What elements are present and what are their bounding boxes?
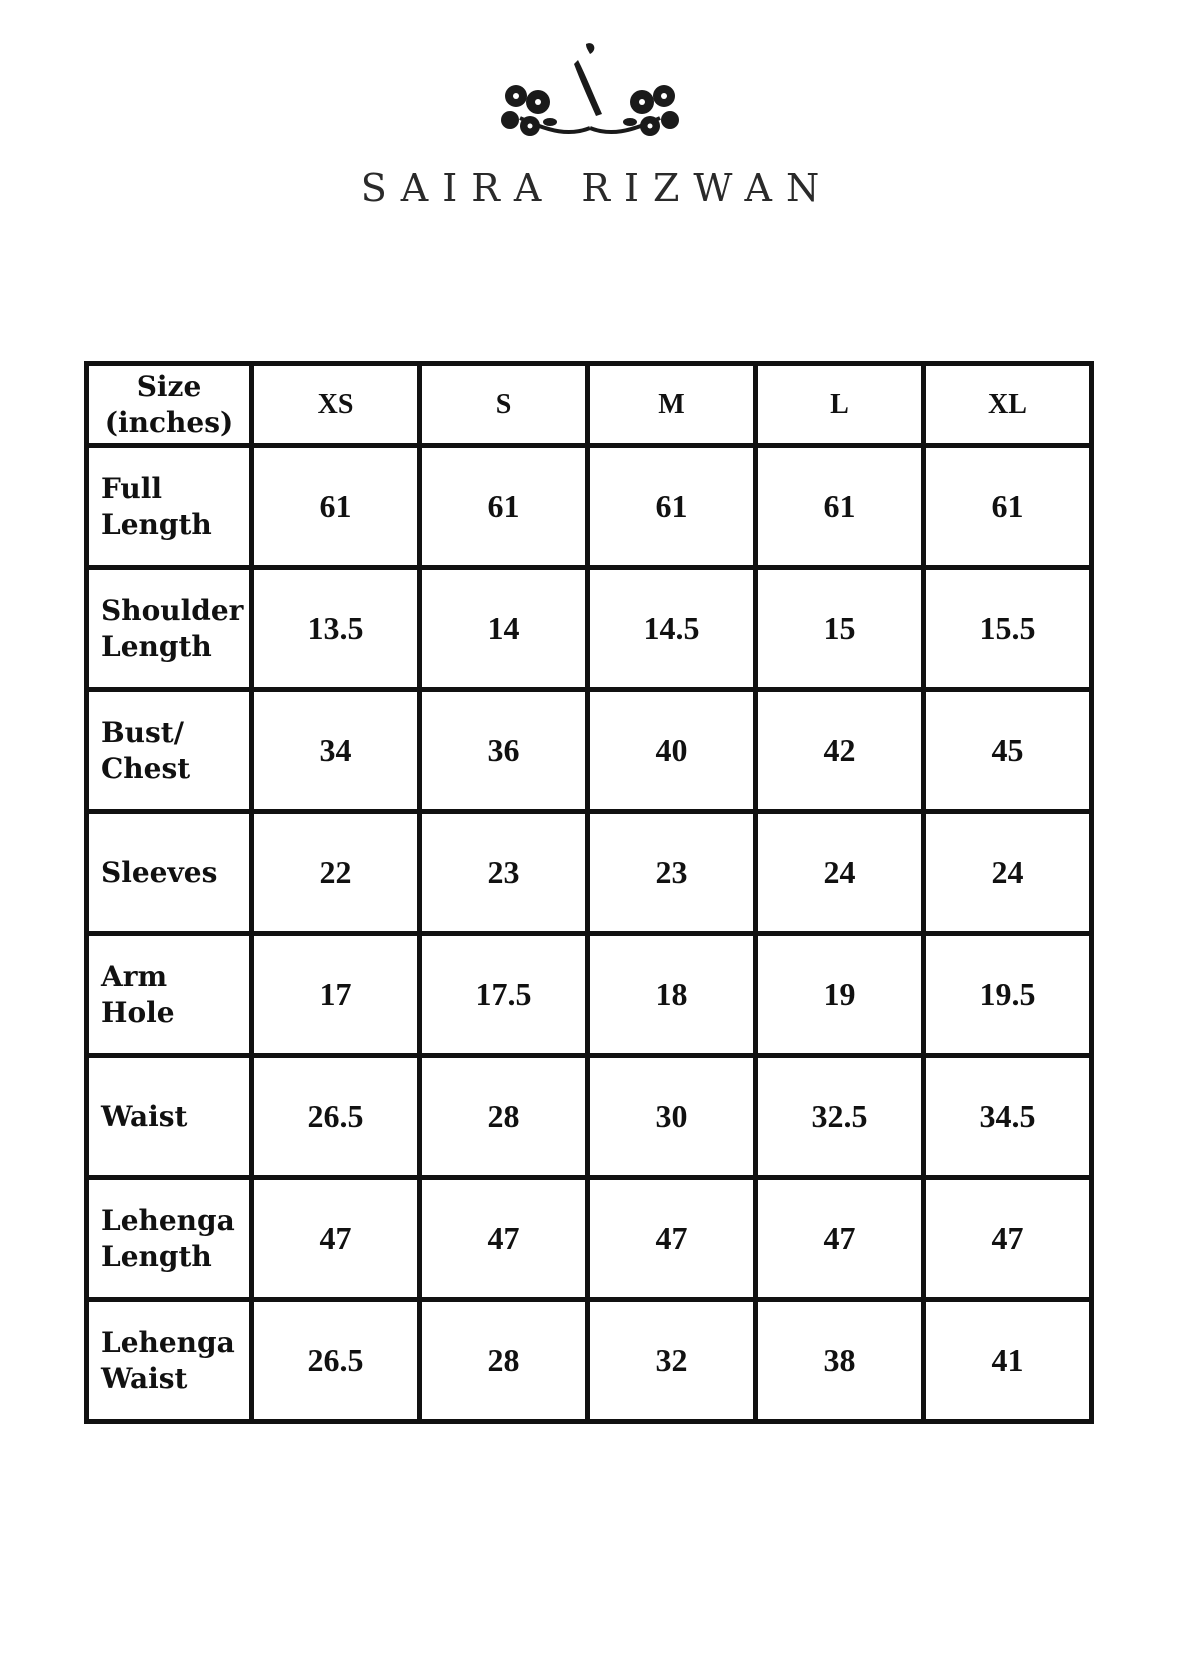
table-row <box>87 934 1092 1056</box>
row-label: Sleeves <box>87 812 252 934</box>
table-cell: 18 <box>588 934 756 1056</box>
table-cell: 61 <box>756 446 924 568</box>
table-row <box>87 812 1092 934</box>
table-cell: 19.5 <box>924 934 1092 1056</box>
row-label: Arm Hole <box>87 934 252 1056</box>
table-row <box>87 1056 1092 1178</box>
table-cell: 61 <box>924 446 1092 568</box>
table-cell: 34.5 <box>924 1056 1092 1178</box>
floral-logo-icon <box>490 36 690 156</box>
table-cell: 42 <box>756 690 924 812</box>
table-cell: 41 <box>924 1300 1092 1422</box>
size-header-xl: XL <box>924 364 1092 446</box>
table-cell: 61 <box>252 446 420 568</box>
table-cell: 47 <box>252 1178 420 1300</box>
table-row <box>87 568 1092 690</box>
row-label: Shoulder Length <box>87 568 252 690</box>
table-row <box>87 690 1092 812</box>
table-cell: 15 <box>756 568 924 690</box>
table-cell: 36 <box>420 690 588 812</box>
size-header-row <box>87 364 1092 446</box>
table-cell: 28 <box>420 1056 588 1178</box>
table-cell: 23 <box>588 812 756 934</box>
size-header-xs: XS <box>252 364 420 446</box>
table-cell: 26.5 <box>252 1056 420 1178</box>
table-row <box>87 446 1092 568</box>
table-cell: 14.5 <box>588 568 756 690</box>
row-label: Full Length <box>87 446 252 568</box>
table-cell: 47 <box>756 1178 924 1300</box>
table-cell: 47 <box>420 1178 588 1300</box>
table-cell: 19 <box>756 934 924 1056</box>
size-chart-table <box>84 361 1094 1424</box>
table-cell: 22 <box>252 812 420 934</box>
table-cell: 17 <box>252 934 420 1056</box>
brand-name: SAIRA RIZWAN <box>360 166 834 210</box>
table-cell: 47 <box>924 1178 1092 1300</box>
table-cell: 13.5 <box>252 568 420 690</box>
table-cell: 40 <box>588 690 756 812</box>
table-cell: 61 <box>588 446 756 568</box>
brand-logo <box>0 36 1180 216</box>
table-cell: 38 <box>756 1300 924 1422</box>
table-row <box>87 1300 1092 1422</box>
table-cell: 15.5 <box>924 568 1092 690</box>
table-cell: 32 <box>588 1300 756 1422</box>
row-label: Bust/ Chest <box>87 690 252 812</box>
table-cell: 47 <box>588 1178 756 1300</box>
table-cell: 17.5 <box>420 934 588 1056</box>
table-cell: 24 <box>756 812 924 934</box>
corner-label: Size (inches) <box>87 364 252 446</box>
row-label: Waist <box>87 1056 252 1178</box>
table-cell: 28 <box>420 1300 588 1422</box>
size-header-l: L <box>756 364 924 446</box>
table-cell: 24 <box>924 812 1092 934</box>
table-cell: 61 <box>420 446 588 568</box>
row-label: Lehenga Waist <box>87 1300 252 1422</box>
table-cell: 32.5 <box>756 1056 924 1178</box>
size-header-s: S <box>420 364 588 446</box>
table-cell: 30 <box>588 1056 756 1178</box>
size-header-m: M <box>588 364 756 446</box>
table-cell: 23 <box>420 812 588 934</box>
table-cell: 14 <box>420 568 588 690</box>
row-label: Lehenga Length <box>87 1178 252 1300</box>
table-cell: 34 <box>252 690 420 812</box>
table-cell: 26.5 <box>252 1300 420 1422</box>
table-row <box>87 1178 1092 1300</box>
table-cell: 45 <box>924 690 1092 812</box>
